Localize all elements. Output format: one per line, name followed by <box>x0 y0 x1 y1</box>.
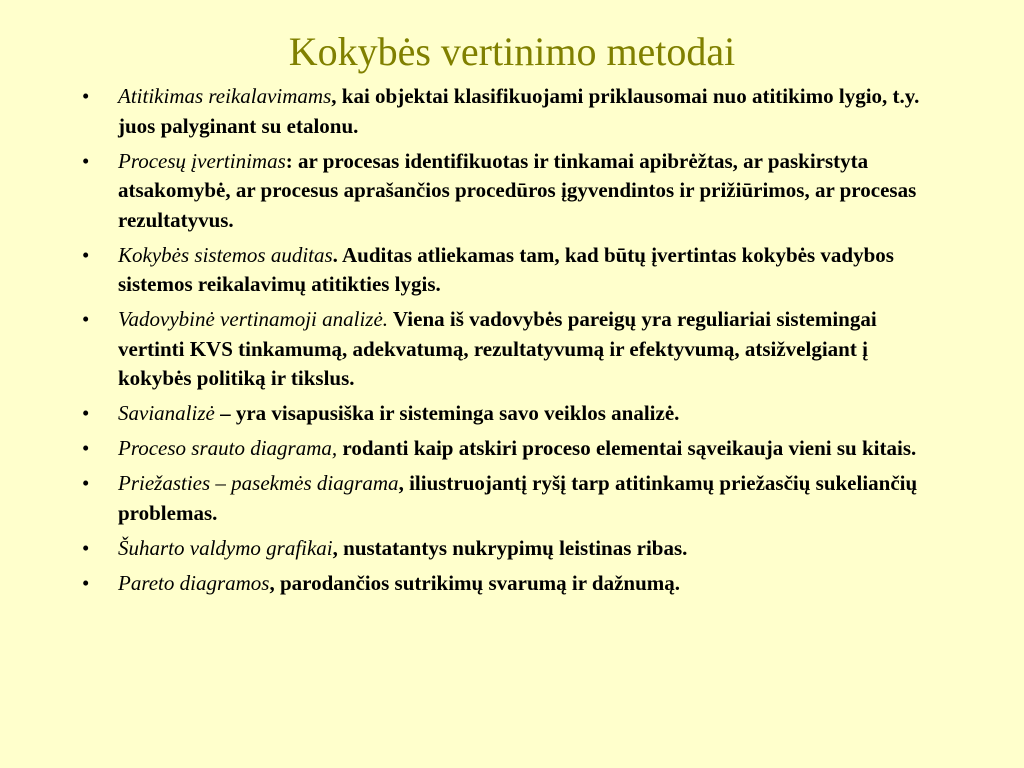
bullet-icon: • <box>82 148 90 173</box>
bullet-term: Priežasties – pasekmės diagrama <box>118 471 399 495</box>
bullet-text: rodanti kaip atskiri proceso elementai sąveikauja vieni su kitais. <box>337 436 917 460</box>
bullet-term: Kokybės sistemos auditas <box>118 242 333 267</box>
bullet-text: , nustatantys nukrypimų leistinas ribas. <box>332 535 688 560</box>
bullet-icon: • <box>82 570 90 595</box>
bullet-icon: • <box>82 242 90 267</box>
bullet-item-control-charts <box>82 534 934 564</box>
bullet-term: Savianalizė <box>118 401 215 425</box>
bullet-list <box>82 82 934 598</box>
bullet-text: . Auditas atliekamas tam, kad būtų įvertintas kokybės vadybos sistemos reikalavimų atitikties lygis. <box>118 242 894 296</box>
bullet-item-compliance <box>82 82 934 141</box>
bullet-term: Šuharto valdymo grafikai <box>118 535 333 560</box>
bullet-text: , kai objektai klasifikuojami priklausomai nuo atitikimo lygio, t.y. juos palyginant su etalonu. <box>118 84 920 138</box>
bullet-term: Atitikimas reikalavimams <box>118 84 332 108</box>
slide-title: Kokybės vertinimo metodai <box>288 29 736 74</box>
bullet-icon: • <box>82 84 90 108</box>
bullet-item-management-review <box>82 305 934 394</box>
bullet-icon: • <box>82 436 90 460</box>
bullet-item-flow-chart <box>82 434 934 464</box>
bullet-item-quality-audit <box>82 241 934 300</box>
bullet-term: Procesų įvertinimas <box>118 148 286 173</box>
bullet-text: , parodančios sutrikimų svarumą ir dažnumą. <box>269 570 681 595</box>
bullet-item-self-assessment <box>82 399 934 429</box>
bullet-icon: • <box>82 535 90 560</box>
bullet-item-cause-effect <box>82 469 934 528</box>
bullet-icon: • <box>82 401 90 425</box>
bullet-icon: • <box>82 307 90 331</box>
bullet-text: , iliustruojantį ryšį tarp atitinkamų priežasčių sukeliančių problemas. <box>118 471 918 525</box>
bullet-text: Viena iš vadovybės pareigų yra reguliariai sistemingai vertinti KVS tinkamumą, adekvatumą, rezultatyvumą ir efektyvumą, atsižvelgiant į kokybės politiką ir tikslus. <box>118 307 877 390</box>
bullet-term: Pareto diagramos <box>118 570 270 595</box>
bullet-item-process-assessment <box>82 147 934 236</box>
bullet-term: Proceso srauto diagrama, <box>118 436 338 460</box>
bullet-text: – yra visapusiška ir sisteminga savo veiklos analizė. <box>214 401 680 425</box>
bullet-icon: • <box>82 471 90 495</box>
bullet-item-pareto <box>82 569 934 599</box>
bullet-text: : ar procesas identifikuotas ir tinkamai apibrėžtas, ar paskirstyta atsakomybė, ar procesus aprašančios procedūros įgyvendintos ir prižiūrimos, ar procesas rezultatyvus. <box>118 148 917 232</box>
bullet-term: Vadovybinė vertinamoji analizė. <box>118 307 389 331</box>
